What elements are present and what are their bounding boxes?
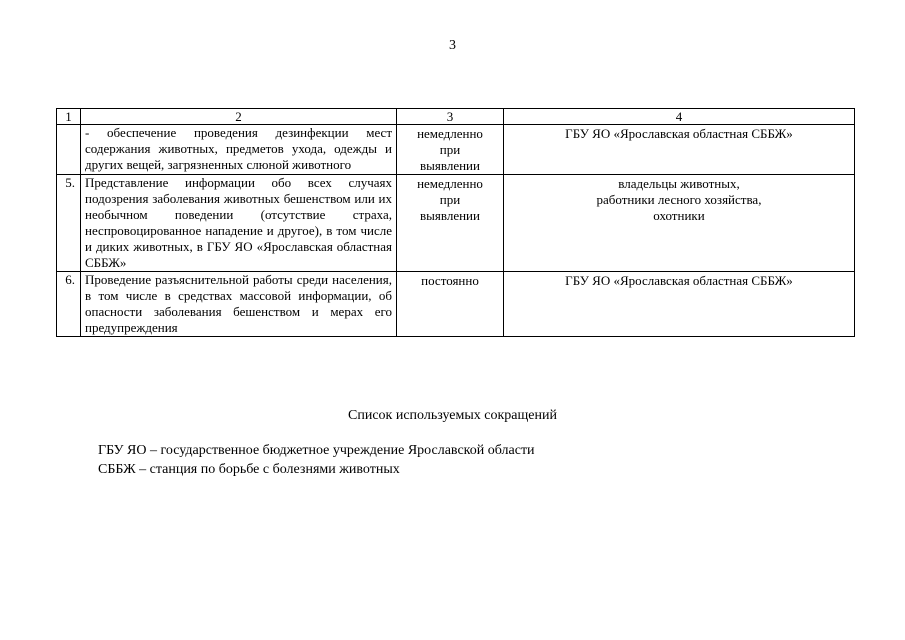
- table-row: [57, 125, 855, 175]
- abbreviation-item: ГБУ ЯО – государственное бюджетное учреждение Ярославской области: [98, 443, 535, 458]
- execution-term: немедленно при выявлении: [397, 175, 504, 272]
- responsible-party: владельцы животных, работники лесного хозяйства, охотники: [504, 175, 855, 272]
- measure-description: Проведение разъяснительной работы среди населения, в том числе в средствах массовой информации, об опасности заболевания бешенством и мерах его предупреждения: [81, 272, 397, 337]
- column-header-2: 2: [81, 109, 397, 125]
- table-row: [57, 175, 855, 272]
- measures-table: [56, 108, 855, 337]
- responsible-party: ГБУ ЯО «Ярославская областная СББЖ»: [504, 272, 855, 337]
- execution-term: постоянно: [397, 272, 504, 337]
- measure-description: Представление информации обо всех случаях подозрения заболевания животных бешенством или их необычном поведении (отсутствие страха, неспровоцированное нападение и другое), в том числе и диких животных, в ГБУ ЯО «Ярославская областная СББЖ»: [81, 175, 397, 272]
- abbreviations-list: [98, 441, 535, 479]
- abbreviation-item: СББЖ – станция по борьбе с болезнями животных: [98, 462, 400, 477]
- column-header-3: 3: [397, 109, 504, 125]
- table-header-row: [57, 109, 855, 125]
- column-header-4: 4: [504, 109, 855, 125]
- page-number: 3: [449, 38, 456, 53]
- column-header-1: 1: [57, 109, 81, 125]
- measure-description: - обеспечение проведения дезинфекции мест содержания животных, предметов ухода, одежды и других вещей, загрязненных слюной животного: [81, 125, 397, 175]
- execution-term: немедленно при выявлении: [397, 125, 504, 175]
- row-number: [57, 125, 81, 175]
- abbreviations-title: Список используемых сокращений: [348, 408, 557, 423]
- responsible-party: ГБУ ЯО «Ярославская областная СББЖ»: [504, 125, 855, 175]
- row-number: 5.: [57, 175, 81, 272]
- row-number: 6.: [57, 272, 81, 337]
- table-row: [57, 272, 855, 337]
